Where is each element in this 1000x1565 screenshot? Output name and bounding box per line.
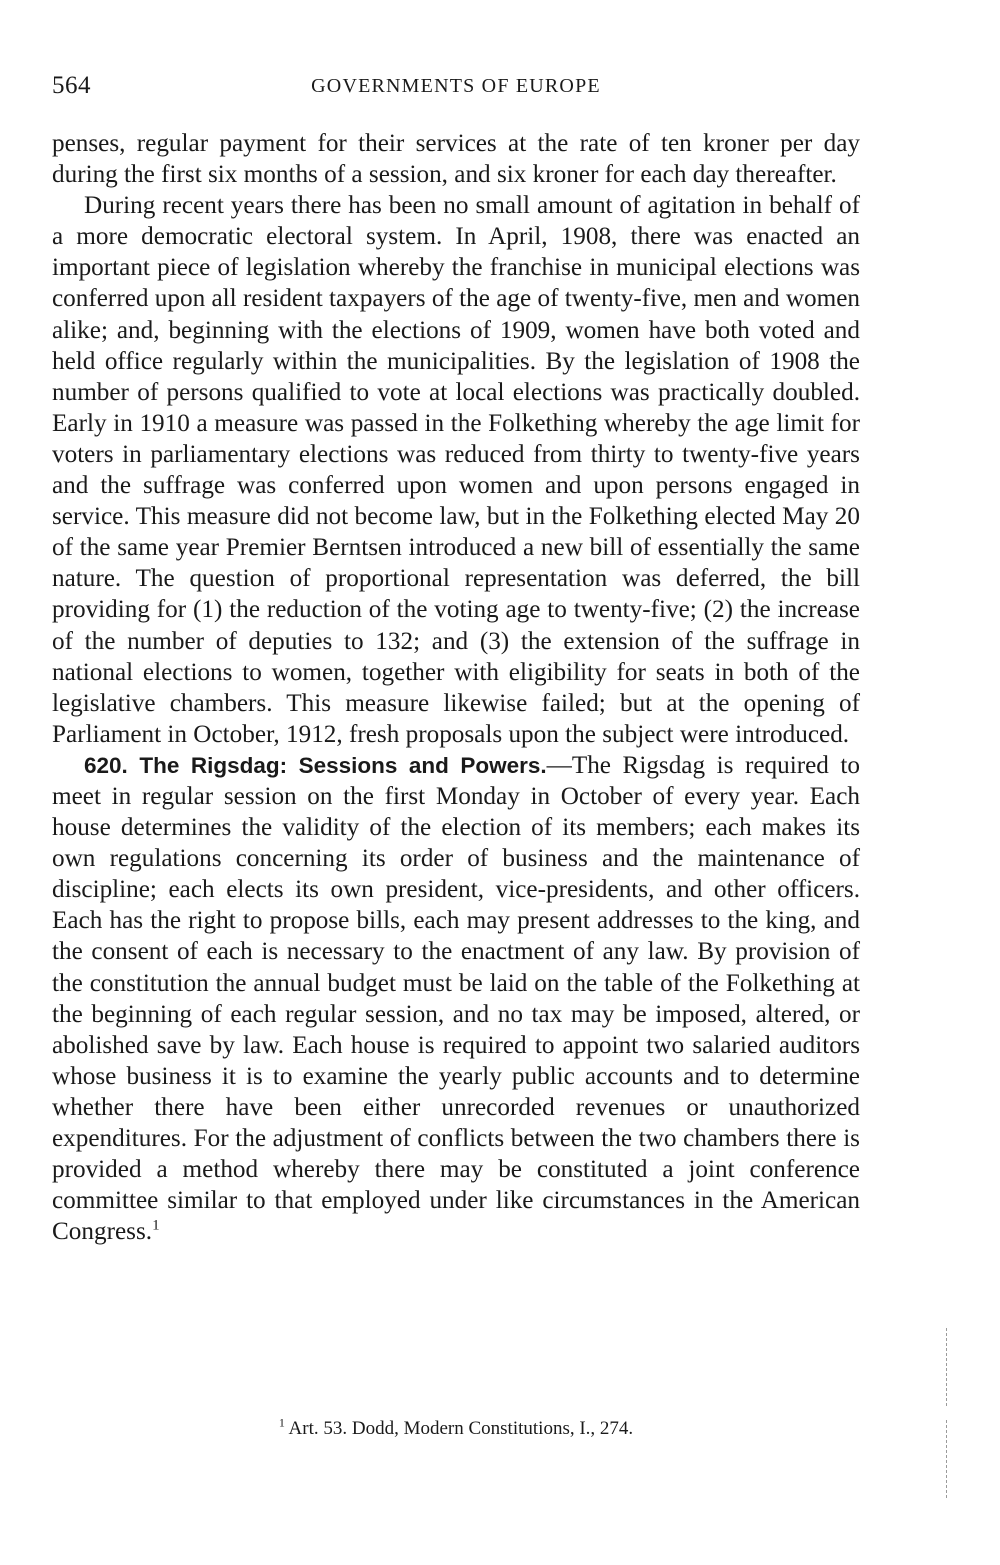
page-header xyxy=(52,72,860,106)
footnote-text: Art. 53. Dodd, Modern Constitutions, I., 274. xyxy=(288,1418,634,1439)
paragraph-continuation: penses, regular payment for their services at the rate of ten kroner per day during the first six months of a session, and six kroner for each day thereafter. xyxy=(52,130,860,189)
section-number: 620. xyxy=(84,752,128,778)
footnote-reference: 1 xyxy=(152,1217,160,1234)
scan-margin-mark-upper xyxy=(946,1328,947,1406)
body-text xyxy=(52,128,860,1247)
scan-margin-mark-lower xyxy=(946,1420,947,1498)
running-title: GOVERNMENTS OF EUROPE xyxy=(311,75,601,97)
footnote xyxy=(52,1417,860,1441)
page-number: 564 xyxy=(52,72,91,99)
paragraph-electoral-reform: During recent years there has been no small amount of agitation in behalf of a more democratic electoral system. In April, 1908, there was enacted an important piece of legislation whereby the franchise in municipal elections was conferred upon all resident taxpayers of the age of twenty-five, men and women alike; and, beginning with the elections of 1909, women have both voted and held office regularly within the municipalities. By the legislation of 1908 the number of persons qualified to vote at local elections was practically doubled. Early in 1910 a measure was passed in the Folkething whereby the age limit for voters in parliamentary elections was reduced from thirty to twenty-five years and the suffrage was conferred upon women and upon persons engaged in service. This measure did not become law, but in the Folkething elected May 20 of the same year Premier Berntsen introduced a new bill of essentially the same nature. The question of proportional representation was deferred, the bill providing for (1) the reduction of the voting age to twenty-five; (2) the increase of the number of deputies to 132; and (3) the extension of the suffrage in national elections to women, together with eligibility for seats in both of the legislative chambers. This measure likewise failed; but at the opening of Parliament in October, 1912, fresh proposals upon the subject were introduced. xyxy=(52,192,860,748)
section-title: The Rigsdag: Sessions and Powers. xyxy=(139,752,547,778)
paragraph-section-620 xyxy=(52,750,860,1248)
footnote-marker: 1 xyxy=(278,1415,285,1430)
section-text: —The Rigsdag is required to meet in regular session on the first Monday in October of every year. Each house determines the validity of the election of its members; each makes its own regulations concerning its order of business and the maintenance of discipline; each elects its own president, vice-presidents, and other officers. Each has the right to propose bills, each may present addresses to the king, and the consent of each is necessary to the enactment of any law. By provision of the constitution the annual budget must be laid on the table of the Folkething at the beginning of each regular session, and no tax may be imposed, altered, or abolished save by law. Each house is required to appoint two salaried auditors whose business it is to examine the yearly public accounts and to determine whether there have been either unrecorded revenues or unauthorized expenditures. For the adjustment of conflicts between the two chambers there is provided a method whereby there may be constituted a joint conference committee similar to that employed under like circumstances in the American Congress. xyxy=(52,751,860,1246)
